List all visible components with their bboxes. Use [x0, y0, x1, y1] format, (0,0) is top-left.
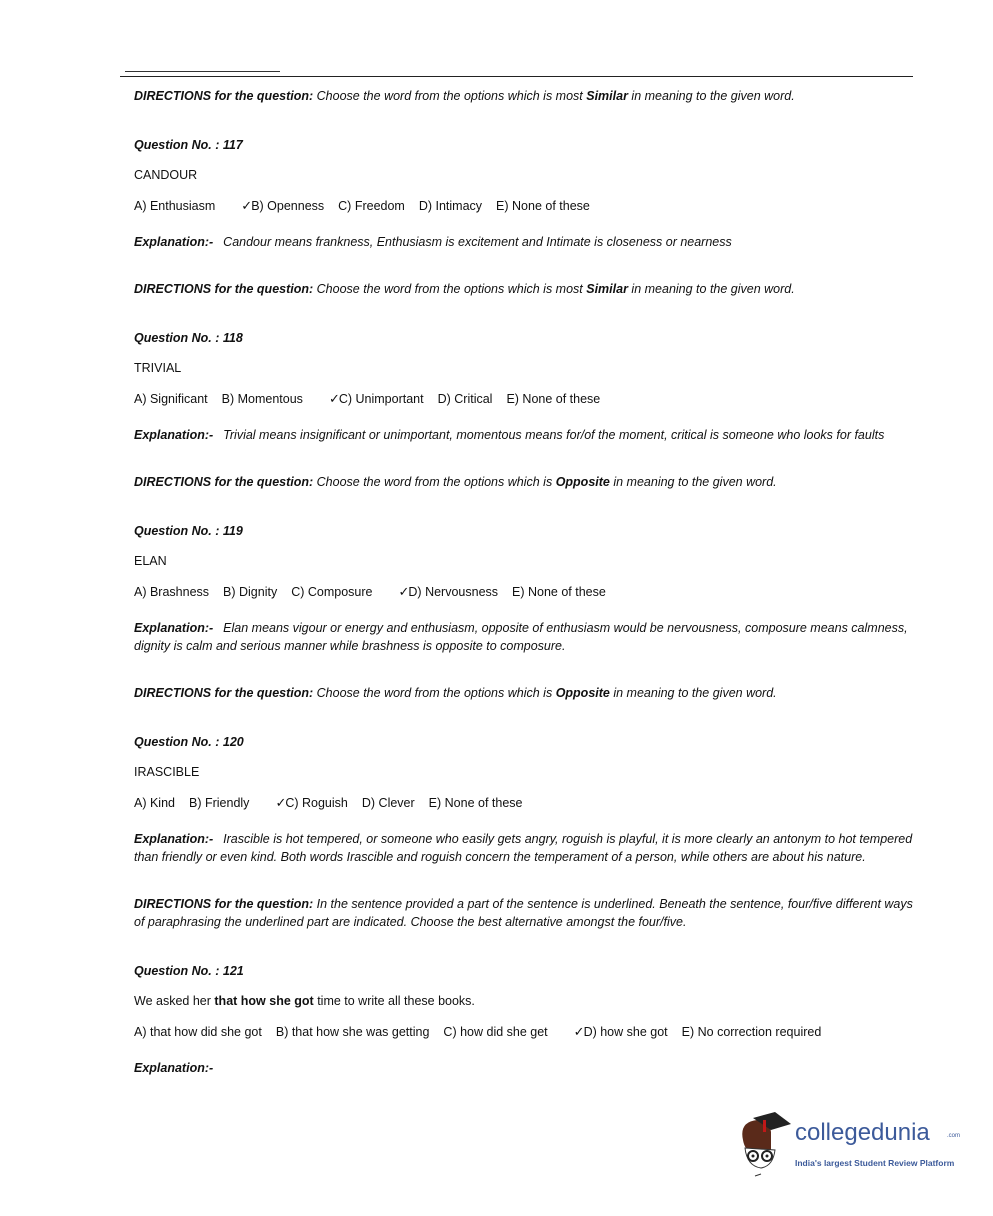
explanation: [134, 619, 924, 655]
question-section-121: [134, 895, 924, 1077]
explanation-label: Explanation:-: [134, 832, 214, 846]
option-text: B) Momentous: [221, 392, 303, 406]
option-text: A) Enthusiasm: [134, 199, 216, 213]
directions-label: DIRECTIONS for the question:: [134, 89, 314, 103]
header-rule: [120, 76, 913, 77]
question-number: Question No. : 117: [134, 138, 243, 152]
directions-label: DIRECTIONS for the question:: [134, 897, 314, 911]
options-row: [134, 390, 924, 408]
option-a: [134, 796, 175, 810]
option-text: E) None of these: [496, 199, 590, 213]
option-e: [512, 585, 606, 599]
option-c: [291, 585, 372, 599]
option-text: A) Kind: [134, 796, 175, 810]
option-c: [329, 392, 424, 406]
question-section-118: [134, 280, 924, 444]
check-icon: ✓: [573, 1024, 585, 1039]
explanation-text: Trivial means insignificant or unimportant, momentous means for/of the moment, critical is someone who looks for faults: [223, 428, 885, 442]
option-a: [134, 585, 209, 599]
option-text: B) Dignity: [223, 585, 278, 599]
option-text: E) No correction required: [681, 1025, 822, 1039]
question-word: TRIVIAL: [134, 361, 182, 375]
option-d: [419, 199, 482, 213]
document-body: [134, 87, 924, 1106]
question-number: Question No. : 120: [134, 735, 244, 749]
check-icon: ✓: [275, 795, 287, 810]
option-text: D) Nervousness: [408, 585, 499, 599]
option-e: [506, 392, 600, 406]
option-e: [429, 796, 523, 810]
option-d: [438, 392, 493, 406]
option-text: D) Intimacy: [418, 199, 483, 213]
explanation: [134, 233, 924, 251]
option-c: [275, 796, 347, 810]
question-sentence: [134, 992, 924, 1010]
option-text: A) that how did she got: [134, 1025, 262, 1039]
question-number: Question No. : 121: [134, 964, 244, 978]
option-text: C) how did she get: [443, 1025, 548, 1039]
question-section-120: [134, 684, 924, 866]
directions: [134, 280, 924, 298]
option-text: C) Composure: [291, 585, 373, 599]
mascot-icon: [735, 1110, 793, 1180]
check-icon: ✓: [398, 584, 410, 599]
option-a: [134, 199, 215, 213]
option-b: [241, 199, 324, 213]
explanation-label: Explanation:-: [134, 1061, 214, 1075]
check-icon: ✓: [241, 198, 253, 213]
option-a: [134, 392, 208, 406]
sentence-part: We asked her: [134, 994, 211, 1008]
check-icon: ✓: [328, 391, 340, 406]
options-row: [134, 794, 924, 812]
option-c: [338, 199, 405, 213]
directions: [134, 473, 924, 491]
option-text: E) None of these: [428, 796, 523, 810]
option-b: [222, 392, 303, 406]
explanation: [134, 830, 924, 866]
option-e: [682, 1025, 822, 1039]
directions-label: DIRECTIONS for the question:: [134, 282, 314, 296]
option-text: A) Brashness: [134, 585, 210, 599]
directions-text: in meaning to the given word.: [631, 282, 795, 296]
option-d: [399, 585, 499, 599]
directions-text: Choose the word from the options which is: [316, 686, 553, 700]
option-text: C) Unimportant: [338, 392, 424, 406]
directions-label: DIRECTIONS for the question:: [134, 686, 314, 700]
option-b: [223, 585, 277, 599]
option-text: C) Freedom: [338, 199, 405, 213]
option-text: B) that how she was getting: [275, 1025, 430, 1039]
question-section-119: [134, 473, 924, 655]
logo-suffix: .com: [947, 1133, 961, 1139]
explanation-text: Candour means frankness, Enthusiasm is excitement and Intimate is closeness or nearness: [223, 235, 732, 249]
explanation: [134, 426, 924, 444]
option-a: [134, 1025, 262, 1039]
sentence-underlined-part: that how she got: [214, 994, 314, 1008]
options-row: [134, 197, 924, 215]
sentence-part: time to write all these books.: [317, 994, 475, 1008]
option-e: [496, 199, 590, 213]
option-text: A) Significant: [134, 392, 208, 406]
question-word: ELAN: [134, 554, 167, 568]
directions-keyword: Opposite: [555, 686, 610, 700]
option-b: [276, 1025, 430, 1039]
question-word: CANDOUR: [134, 168, 198, 182]
explanation: [134, 1059, 924, 1077]
options-row: [134, 1023, 924, 1041]
directions: [134, 684, 924, 702]
directions-text: in meaning to the given word.: [613, 686, 777, 700]
question-section-117: [134, 87, 924, 251]
directions-text: in meaning to the given word.: [631, 89, 795, 103]
explanation-text: Elan means vigour or energy and enthusiasm, opposite of enthusiasm would be nervousness, composure means calmness, dignity is calm and serious manner while brashness is opposite to composure.: [134, 621, 908, 653]
directions-keyword: Similar: [586, 282, 628, 296]
option-text: E) None of these: [506, 392, 601, 406]
options-row: [134, 583, 924, 601]
explanation-label: Explanation:-: [134, 621, 214, 635]
directions-text: Choose the word from the options which is most: [316, 282, 583, 296]
option-text: B) Openness: [251, 199, 325, 213]
option-text: E) None of these: [512, 585, 606, 599]
logo-tagline: India's largest Student Review Platform: [795, 1158, 955, 1168]
directions-text: in meaning to the given word.: [613, 475, 777, 489]
option-text: D) Critical: [437, 392, 493, 406]
directions-text: Choose the word from the options which is most: [316, 89, 583, 103]
question-number: Question No. : 119: [134, 524, 243, 538]
question-word: IRASCIBLE: [134, 765, 200, 779]
header-rule-short: [125, 71, 280, 72]
option-text: D) how she got: [583, 1025, 668, 1039]
option-b: [189, 796, 249, 810]
option-d: [574, 1025, 668, 1039]
directions: [134, 895, 924, 931]
option-text: C) Roguish: [285, 796, 348, 810]
directions-label: DIRECTIONS for the question:: [134, 475, 314, 489]
question-number: Question No. : 118: [134, 331, 243, 345]
explanation-label: Explanation:-: [134, 235, 214, 249]
directions-keyword: Similar: [586, 89, 628, 103]
option-text: B) Friendly: [189, 796, 250, 810]
logo-wordmark: collegedunia: [795, 1119, 930, 1146]
option-d: [362, 796, 415, 810]
option-c: [443, 1025, 547, 1039]
directions-text: Choose the word from the options which is: [316, 475, 553, 489]
option-text: D) Clever: [361, 796, 415, 810]
explanation-label: Explanation:-: [134, 428, 214, 442]
directions-keyword: Opposite: [555, 475, 610, 489]
directions: [134, 87, 924, 105]
directions-text: In the sentence provided a part of the sentence is underlined. Beneath the sentence, four/five different ways of paraphrasing the underlined part are indicated. Choose the best alternative amongst the four/five.: [134, 897, 913, 929]
explanation-text: Irascible is hot tempered, or someone who easily gets angry, roguish is playful, it is more clearly an antonym to hot tempered than friendly or even kind. Both words Irascible and roguish concern the temperament of a person, while others are about his nature.: [134, 832, 913, 864]
collegedunia-logo: [735, 1110, 993, 1180]
